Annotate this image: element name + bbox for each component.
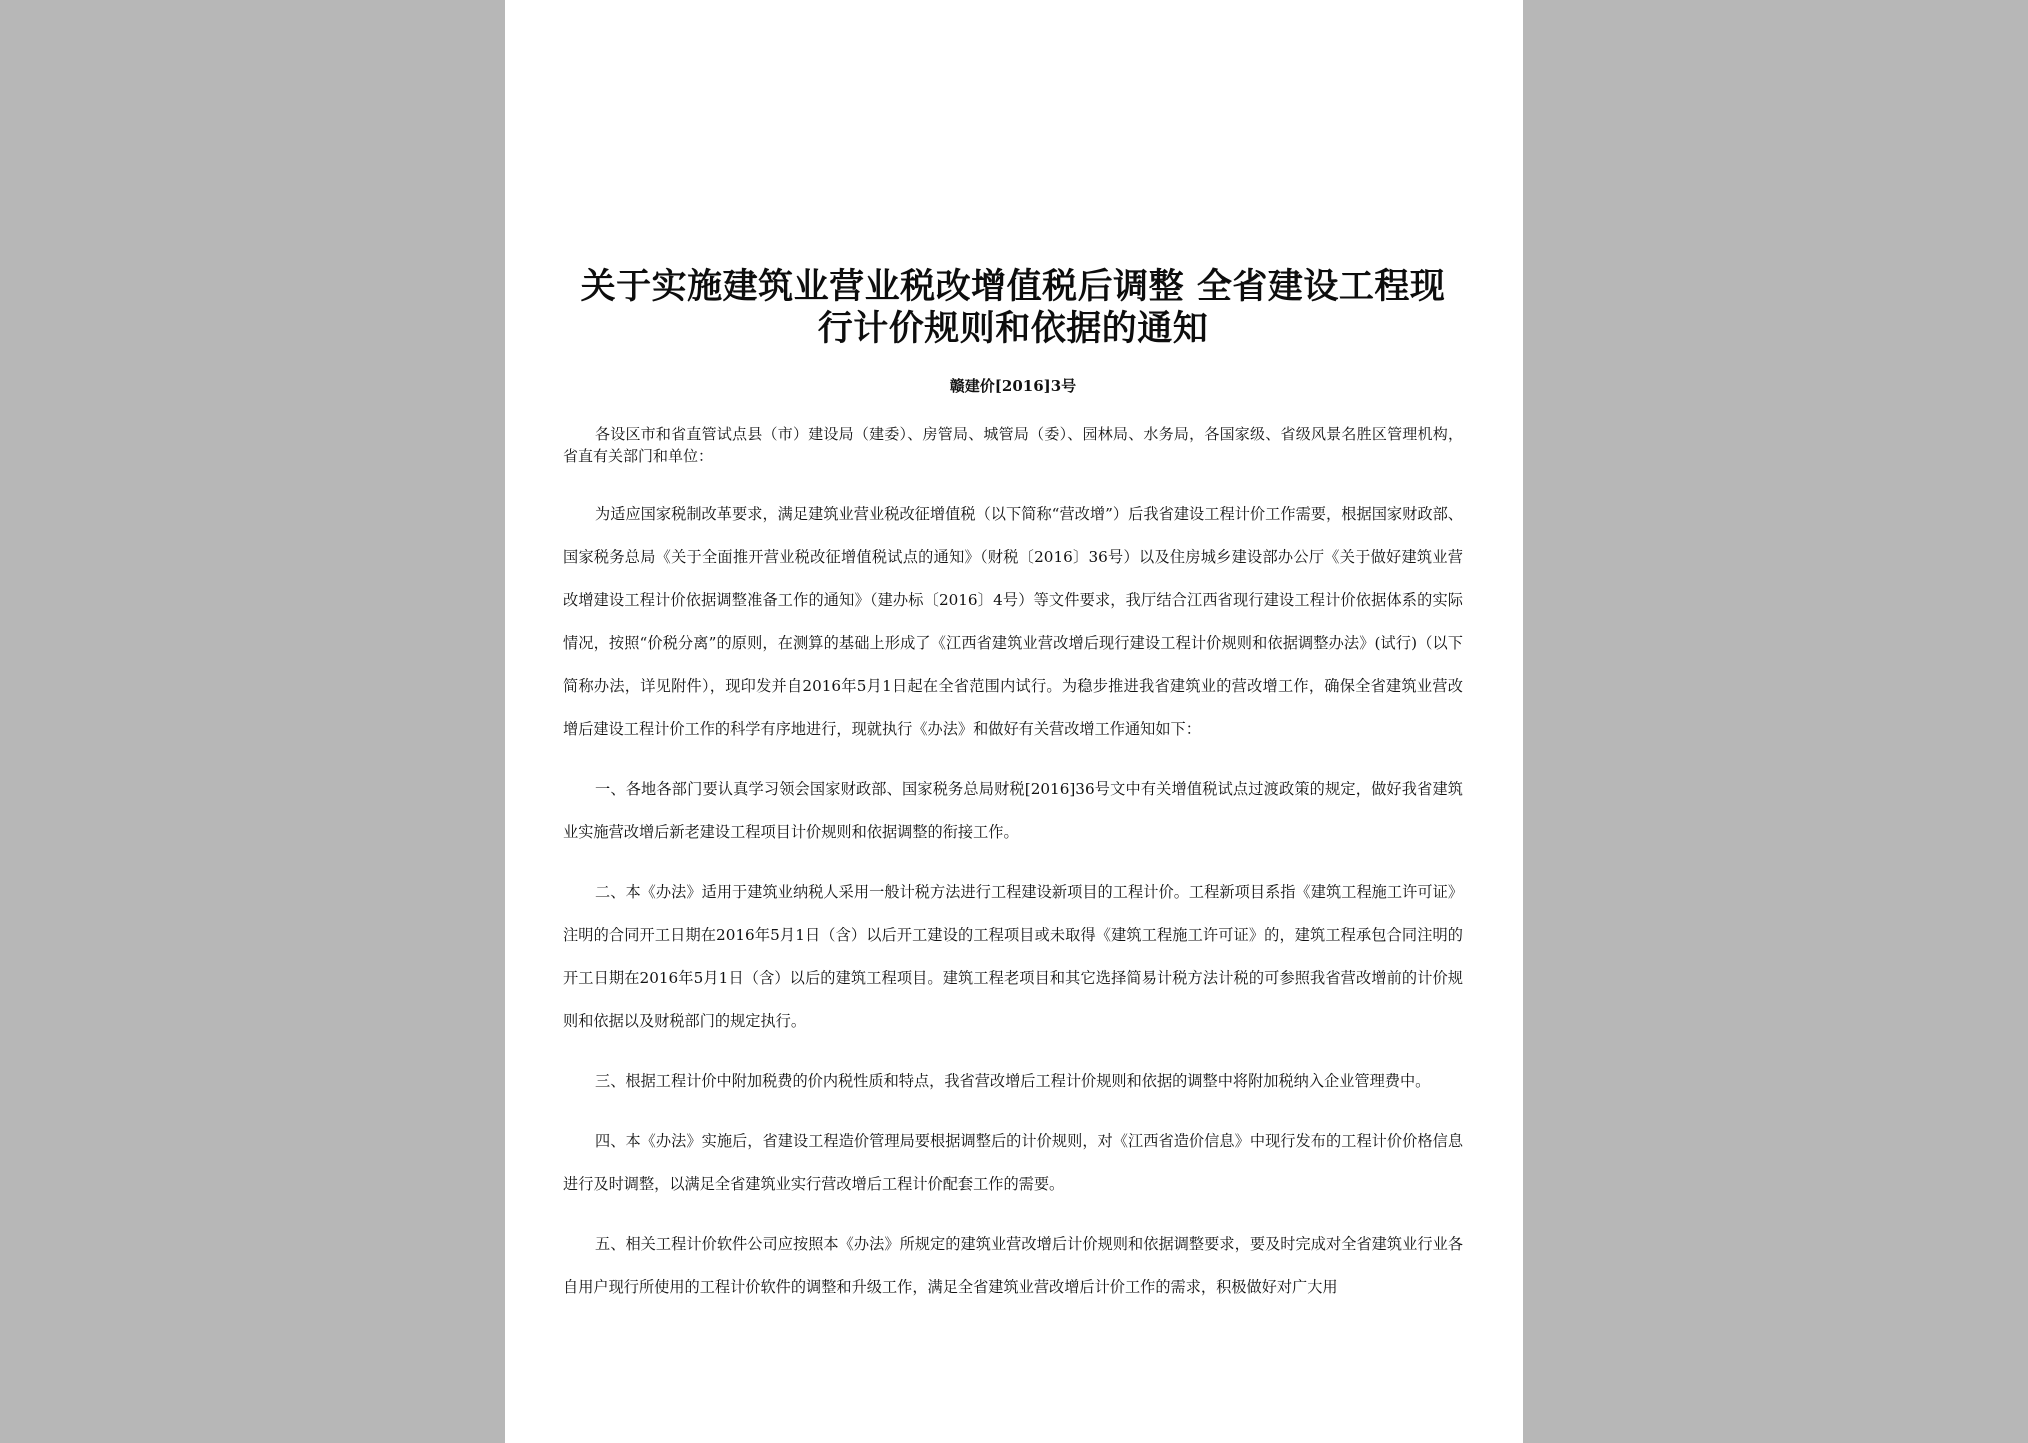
paragraph-item-2: 二、本《办法》适用于建筑业纳税人采用一般计税方法进行工程建设新项目的工程计价。工程新项目系指《建筑工程施工许可证》注明的合同开工日期在2016年5月1日（含）以后开工建设的工程项目或未取得《建筑工程施工许可证》的，建筑工程承包合同注明的开工日期在2016年5月1日（含）以后的建筑工程项目。建筑工程老项目和其它选择简易计税方法计税的可参照我省营改增前的计价规则和依据以及财税部门的规定执行。 <box>563 883 1463 1030</box>
document-page <box>505 0 1523 1443</box>
document-number: 赣建价[2016]3号 <box>949 377 1077 395</box>
title-line-1: 关于实施建筑业营业税改增值税后调整 全省建设工程现 <box>580 267 1446 307</box>
paragraph-intro: 为适应国家税制改革要求，满足建筑业营业税改征增值税（以下简称“营改增”）后我省建设工程计价工作需要，根据国家财政部、国家税务总局《关于全面推开营业税改征增值税试点的通知》（财税〔2016〕36号）以及住房城乡建设部办公厅《关于做好建筑业营改增建设工程计价依据调整准备工作的通知》（建办标〔2016〕4号）等文件要求，我厅结合江西省现行建设工程计价依据体系的实际情况，按照“价税分离”的原则，在测算的基础上形成了《江西省建筑业营改增后现行建设工程计价规则和依据调整办法》(试行)（以下简称办法，详见附件），现印发并自2016年5月1日起在全省范围内试行。为稳步推进我省建筑业的营改增工作，确保全省建筑业营改增后建设工程计价工作的科学有序地进行，现就执行《办法》和做好有关营改增工作通知如下： <box>563 505 1463 738</box>
paragraph-item-4: 四、本《办法》实施后，省建设工程造价管理局要根据调整后的计价规则，对《江西省造价信息》中现行发布的工程计价价格信息进行及时调整，以满足全省建筑业实行营改增后工程计价配套工作的需要。 <box>563 1132 1463 1193</box>
notice-title <box>563 266 1463 350</box>
title-line-2: 行计价规则和依据的通知 <box>817 309 1209 349</box>
paragraph-item-5: 五、相关工程计价软件公司应按照本《办法》所规定的建筑业营改增后计价规则和依据调整要求，要及时完成对全省建筑业行业各自用户现行所使用的工程计价软件的调整和升级工作，满足全省建筑业营改增后计价工作的需求，积极做好对广大用 <box>563 1235 1463 1296</box>
paragraph-item-3: 三、根据工程计价中附加税费的价内税性质和特点，我省营改增后工程计价规则和依据的调整中将附加税纳入企业管理费中。 <box>595 1072 1431 1090</box>
salutation: 各设区市和省直管试点县（市）建设局（建委）、房管局、城管局（委）、园林局、水务局，各国家级、省级风景名胜区管理机构，省直有关部门和单位： <box>563 425 1463 465</box>
paragraph-item-1: 一、各地各部门要认真学习领会国家财政部、国家税务总局财税[2016]36号文中有关增值税试点过渡政策的规定，做好我省建筑业实施营改增后新老建设工程项目计价规则和依据调整的衔接工作。 <box>563 780 1463 841</box>
